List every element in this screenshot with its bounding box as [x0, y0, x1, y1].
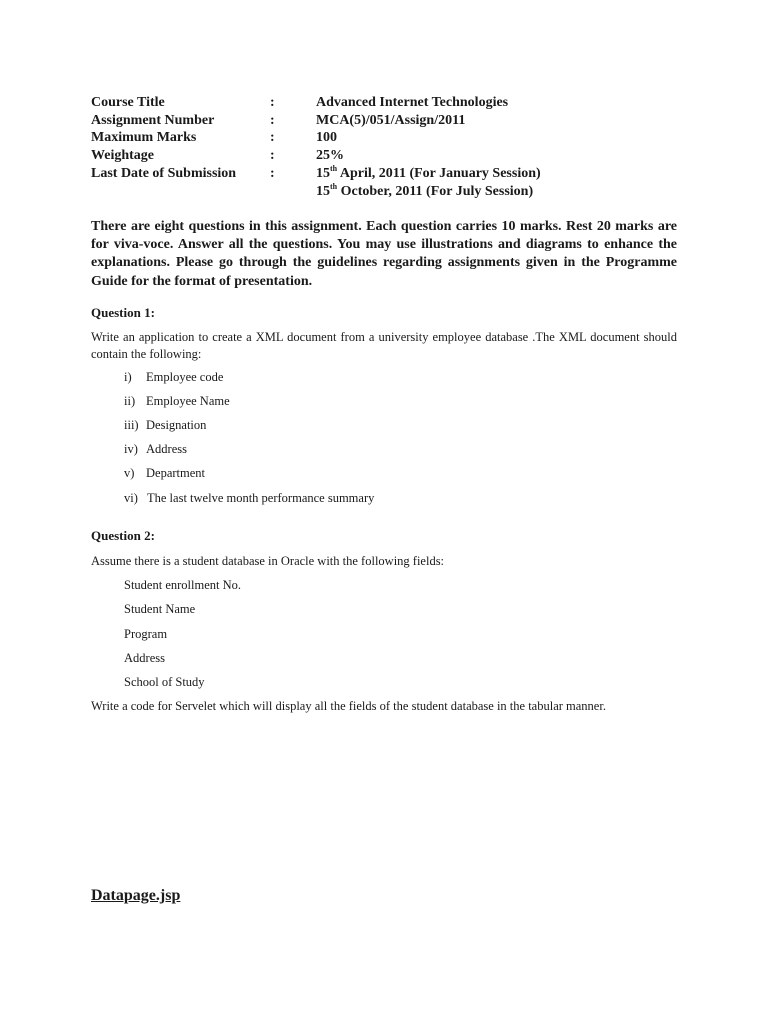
meta-label: Weightage — [91, 148, 154, 163]
field-item: Program — [124, 627, 168, 641]
list-text: The last twelve month performance summary — [147, 491, 375, 505]
field-item: Student enrollment No. — [124, 578, 241, 592]
field-item: Address — [124, 651, 165, 665]
question-1-text: Write an application to create a XML document from a university employee database .The XML document should contain the following: — [91, 330, 677, 361]
date-day: 15 — [316, 184, 330, 199]
meta-value — [316, 183, 533, 201]
meta-colon: : — [270, 95, 275, 110]
meta-colon: : — [270, 130, 275, 145]
date-suffix: th — [330, 182, 338, 191]
list-text: Employee Name — [146, 394, 230, 408]
question-2-heading: Question 2: — [91, 528, 155, 543]
list-text: Address — [146, 442, 187, 456]
meta-value: 100 — [316, 130, 337, 145]
meta-colon: : — [270, 148, 275, 163]
meta-colon: : — [270, 166, 275, 181]
meta-value: Advanced Internet Technologies — [316, 95, 509, 110]
meta-value: 25% — [316, 148, 344, 163]
date-day: 15 — [316, 166, 330, 181]
date-suffix: th — [330, 164, 338, 173]
list-text: Department — [146, 466, 206, 480]
list-number: i) — [124, 370, 132, 384]
meta-label: Assignment Number — [91, 113, 215, 128]
code-section-title: Datapage.jsp — [91, 887, 181, 904]
meta-label: Maximum Marks — [91, 130, 197, 145]
list-number: vi) — [124, 491, 138, 505]
list-number: iv) — [124, 442, 138, 456]
list-number: ii) — [124, 394, 136, 408]
list-text: Employee code — [146, 370, 224, 384]
date-rest: October, 2011 (For July Session) — [337, 184, 534, 199]
meta-value — [316, 165, 541, 183]
field-item: School of Study — [124, 675, 205, 689]
question-2-text: Assume there is a student database in Oracle with the following fields: — [91, 554, 445, 568]
field-item: Student Name — [124, 602, 196, 616]
list-number: v) — [124, 466, 135, 480]
question-2-closing: Write a code for Servelet which will display all the fields of the student database in the tabular manner. — [91, 699, 606, 713]
question-1-heading: Question 1: — [91, 305, 155, 320]
meta-label: Course Title — [91, 95, 165, 110]
intro-paragraph: There are eight questions in this assignment. Each question carries 10 marks. Rest 20 marks are for viva-voce. Answer all the questions. You may use illustrations and diagrams to enhance the explanations. Please go through the guidelines regarding assignments given in the Programme Guide for the format of presentation. — [91, 219, 677, 289]
meta-colon: : — [270, 113, 275, 128]
meta-value: MCA(5)/051/Assign/2011 — [316, 113, 466, 128]
meta-label: Last Date of Submission — [91, 166, 237, 181]
list-number: iii) — [124, 418, 139, 432]
list-text: Designation — [146, 418, 207, 432]
date-rest: April, 2011 (For January Session) — [337, 166, 541, 181]
